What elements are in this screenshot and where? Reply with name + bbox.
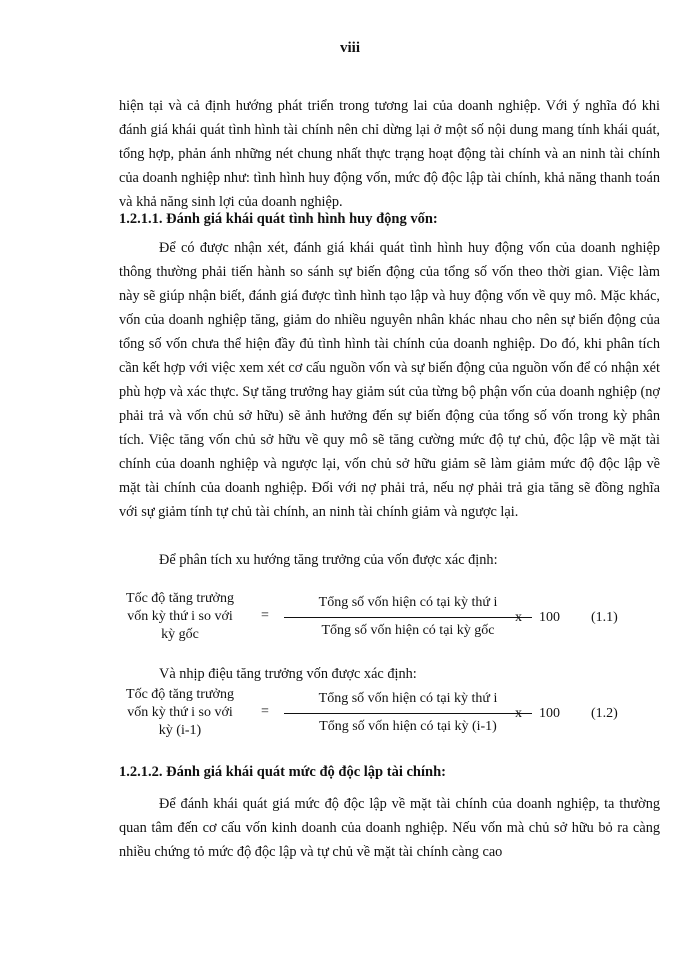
body-paragraph-4: Để đánh khái quát giá mức độ độc lập về mặt tài chính của doanh nghiệp, ta thường quan tâm đến cơ cấu vốn kinh doanh của doanh nghiệp. Nếu vốn mà chủ sở hữu bỏ ra càng nhiều chứng tỏ mức độ độc lập và tự chủ về mặt tài chính càng cao <box>119 796 660 860</box>
body-paragraph-2: Để phân tích xu hướng tăng trưởng của vốn được xác định: <box>159 552 498 568</box>
formula-1-1 <box>119 590 679 660</box>
formula-1-fraction-bar <box>284 617 532 618</box>
body-paragraph-1: Để có được nhận xét, đánh giá khái quát tình hình huy động vốn của doanh nghiệp thông thường phải tiến hành so sánh sự biến động của tổng số vốn theo thời gian. Việc làm này sẽ giúp nhận biết, đánh giá được tình hình tạo lập và huy động vốn về quy mô. Mặc khác, vốn của doanh nghiệp tăng, giảm do nhiều nguyên nhân khác nhau cho nên sự biến động của tổng số vốn chưa thể hiện đầy đủ tình hình tài chính của doanh nghiệp. Do đó, khi phân tích cần kết hợp với việc xem xét cơ cấu nguồn vốn và sự biến động của nguồn vốn để có nhận xét phù hợp và xác thực. Sự tăng trưởng hay giảm sút của từng bộ phận vốn của doanh nghiệp (nợ phải trả và vốn chủ sở hữu) sẽ ảnh hưởng đến sự biến động của tổng số vốn trong kỳ phân tích. Việc tăng vốn chủ sở hữu về quy mô sẽ tăng cường mức độ tự chủ, độc lập về mặt tài chính của doanh nghiệp và ngược lại, vốn chủ sở hữu giảm sẽ làm giảm mức độ độc lập về mặt tài chính của doanh nghiệp. Đối với nợ phải trả, nếu nợ phải trả gia tăng sẽ đồng nghĩa với sự giảm tính tự chủ tài chính, an ninh tài chính giảm và ngược lại. <box>119 240 660 520</box>
formula-1-lhs <box>119 590 241 644</box>
formula-1-factor: 100 <box>539 610 560 625</box>
formula-1-lhs-line1: Tốc độ tăng trưởng <box>126 591 234 606</box>
formula-1-lhs-line3: kỳ gốc <box>161 627 199 642</box>
formula-1-times: x <box>515 610 522 625</box>
formula-2-lhs-line3: kỳ (i-1) <box>158 723 202 738</box>
formula-1-2 <box>119 686 679 756</box>
intro-paragraph: hiện tại và cả định hướng phát triển trong tương lai của doanh nghiệp. Với ý nghĩa đó khi đánh giá khái quát tình hình tài chính nên chỉ dừng lại ở một số nội dung mang tính khái quát, tổng hợp, phản ánh những nét chung nhất thực trạng hoạt động tài chính và an ninh tài chính của doanh nghiệp như: tình hình huy động vốn, mức độ độc lập tài chính, khả năng thanh toán và khả năng sinh lợi của doanh nghiệp. <box>119 98 660 210</box>
formula-2-lhs-line1: Tốc độ tăng trưởng <box>126 687 234 702</box>
formula-2-lhs <box>119 686 241 740</box>
formula-2-fraction-bar <box>284 713 532 714</box>
section-heading-1-2-1-2: 1.2.1.2. Đánh giá khái quát mức độ độc lập tài chính: <box>119 764 446 780</box>
page-number: viii <box>339 40 360 56</box>
body-paragraph-3: Và nhịp điệu tăng trưởng vốn được xác định: <box>159 666 417 682</box>
formula-1-lhs-line2: vốn kỳ thứ i so với <box>127 609 233 624</box>
formula-2-number: (1.2) <box>591 706 618 721</box>
formula-2-lhs-line2: vốn kỳ thứ i so với <box>127 705 233 720</box>
section-heading-1-2-1-1: 1.2.1.1. Đánh giá khái quát tình hình huy động vốn: <box>119 211 438 227</box>
formula-1-number: (1.1) <box>591 610 618 625</box>
formula-2-equals: = <box>261 704 269 719</box>
formula-2-denominator: Tổng số vốn hiện có tại kỳ (i-1) <box>319 719 497 734</box>
formula-2-factor: 100 <box>539 706 560 721</box>
formula-1-equals: = <box>261 608 269 623</box>
formula-1-numerator: Tổng số vốn hiện có tại kỳ thứ i <box>318 595 498 610</box>
formula-2-times: x <box>515 706 522 721</box>
formula-2-numerator: Tổng số vốn hiện có tại kỳ thứ i <box>318 691 498 706</box>
formula-1-denominator: Tổng số vốn hiện có tại kỳ gốc <box>321 623 495 638</box>
